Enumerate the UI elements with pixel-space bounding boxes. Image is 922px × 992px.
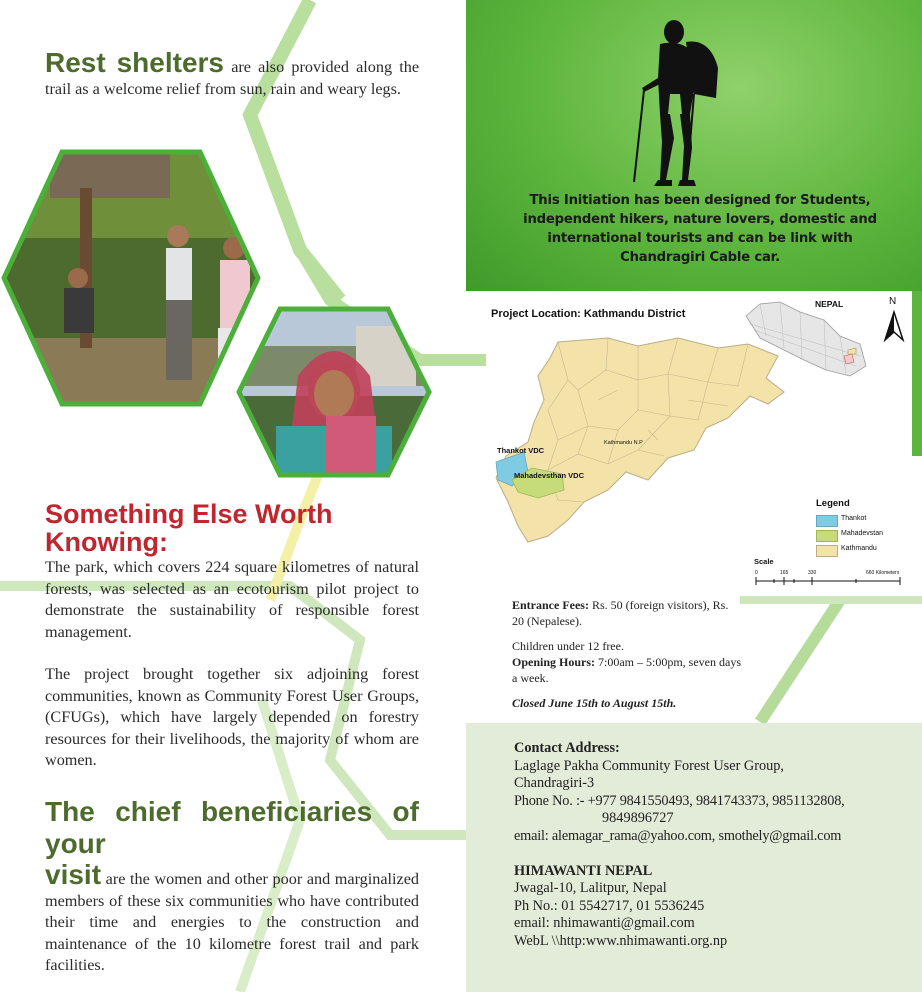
contact-org-line2: Chandragiri-3 <box>514 775 595 792</box>
photo-shelter-group <box>0 148 262 410</box>
tagline-line: Chandragiri Cable car. <box>620 250 780 265</box>
legend-label-kathmandu: Kathmandu <box>841 545 877 552</box>
scale-bar <box>754 577 904 587</box>
nepal-label: NEPAL <box>815 299 844 309</box>
north-label: N <box>889 296 897 307</box>
worth-knowing-para2: The project brought together six adjoining forest communities, known as Community Forest User Groups, (CFUGs), which have largely depended on forestry resources for their livelihoods, the majority of whom are women. <box>45 665 419 769</box>
worth-knowing-para1: The park, which covers 224 square kilometres of natural forests, was selected as an ecotourism pilot project to demonstrate the sustainability of responsible forest management. <box>45 558 419 641</box>
opening-hours-value: 7:00am – 5:00pm, seven days a week. <box>512 655 741 685</box>
himawanti-heading: HIMAWANTI NEPAL <box>514 862 653 879</box>
entrance-fees-value: Rs. 50 (foreign visitors), Rs. 20 (Nepalese). <box>512 598 729 628</box>
himawanti-address: Jwagal-10, Lalitpur, Nepal <box>514 880 667 897</box>
tagline-line: international tourists and can be link with <box>547 231 853 246</box>
legend-swatch-kathmandu <box>816 545 838 557</box>
rest-shelters-heading: Rest shelters <box>45 47 224 78</box>
himawanti-email[interactable]: email: nhimawanti@gmail.com <box>514 915 695 932</box>
contact-phone-line2: 9849896727 <box>602 810 674 827</box>
right-edge-strip <box>912 291 922 456</box>
rest-shelters-text: are also provided along the trail as a welcome relief from sun, rain and weary legs. <box>45 58 420 98</box>
fees-block <box>512 597 742 711</box>
tagline-line: independent hikers, nature lovers, domestic and <box>523 212 877 227</box>
contact-phone-line1: Phone No. :- +977 9841550493, 9841743373, 9851132808, <box>514 792 845 809</box>
legend-label-mahadevstan: Mahadevstan <box>841 530 884 537</box>
legend-title: Legend <box>816 498 850 509</box>
photo-woman-portrait <box>236 306 432 478</box>
children-note: Children under 12 free. <box>512 639 624 653</box>
map-label-thankot: Thankot VDC <box>497 446 545 455</box>
contact-heading: Contact Address: <box>514 740 620 756</box>
legend-label-thankot: Thankot <box>841 515 867 522</box>
contact-org-line1: Laglage Pakha Community Forest User Group, <box>514 757 785 774</box>
nepal-inset-map <box>740 296 870 382</box>
map-title: Project Location: Kathmandu District <box>491 308 686 320</box>
entrance-fees-label: Entrance Fees: <box>512 598 589 612</box>
himawanti-web[interactable]: WebL \\http:www.nhimawanti.org.np <box>514 932 728 949</box>
tagline-line: This Initiation has been designed for Students, <box>529 193 871 208</box>
contact-email[interactable]: email: alemagar_rama@yahoo.com, smothely@gmail.com <box>514 827 842 844</box>
scale-tick-165: 165 <box>780 570 789 576</box>
hiker-silhouette <box>630 18 730 190</box>
rest-shelters-paragraph <box>45 47 420 100</box>
map-label-mahadevsthan: Mahadevsthan VDC <box>514 471 585 480</box>
scale-label: Scale <box>754 557 774 566</box>
himawanti-phone: Ph No.: 01 5542717, 01 5536245 <box>514 897 705 914</box>
beneficiaries-paragraph <box>45 859 420 977</box>
deco-line <box>760 600 840 722</box>
map-label-kathmandu-np: Kathmandu N.P <box>604 440 643 446</box>
beneficiaries-text: are the women and other poor and marginalized members of these six communities who have contributed their time and energies to the construction and maintenance of the 10 kilometre forest trail and park facilities. <box>45 870 420 974</box>
beneficiaries-section <box>45 796 419 977</box>
legend-swatch-thankot <box>816 515 838 527</box>
beneficiaries-heading: The chief beneficiaries of your <box>45 796 419 859</box>
scale-tick-330: 330 <box>808 570 817 576</box>
entrance-fees <box>512 597 742 629</box>
closed-note: Closed June 15th to August 15th. <box>512 696 677 710</box>
north-arrow-icon <box>883 310 905 342</box>
worth-knowing-section <box>45 500 419 772</box>
opening-hours <box>512 654 742 686</box>
opening-hours-label: Opening Hours: <box>512 655 596 669</box>
deco-line <box>250 0 340 300</box>
contact-block <box>514 740 914 951</box>
scale-tick-660: 660 Kilometers <box>866 570 900 576</box>
tagline <box>520 191 880 267</box>
worth-knowing-heading: Something Else Worth Knowing: <box>45 499 333 557</box>
legend-swatch-mahadevstan <box>816 530 838 542</box>
scale-tick-0: 0 <box>755 570 758 576</box>
beneficiaries-visit-word: visit <box>45 859 102 890</box>
